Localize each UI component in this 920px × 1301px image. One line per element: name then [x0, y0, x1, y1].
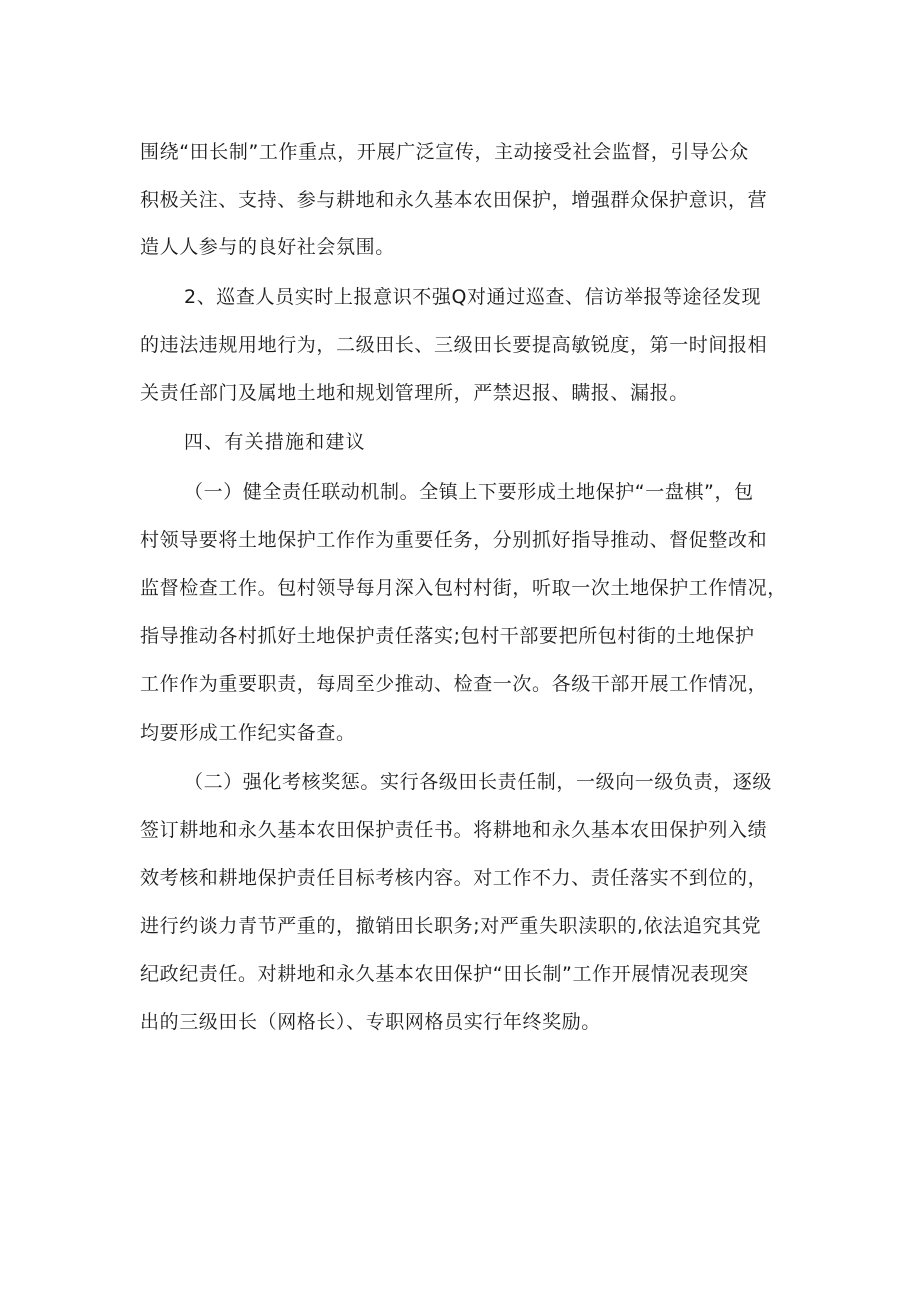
- paragraph-line: 出的三级田长（网格长）、专职网格员实行年终奖励。: [140, 1011, 601, 1033]
- paragraph-line: （一）健全责任联动机制。全镇上下要形成土地保护“一盘棋”，包: [184, 481, 754, 503]
- paragraph-line: 积极关注、支持、参与耕地和永久基本农田保护，增强群众保护意识，营: [140, 189, 768, 211]
- paragraph-line: 的违法违规用地行为，二级田长、三级田长要提高敏锐度，第一时间报相: [140, 334, 768, 356]
- paragraph-line: 2、巡查人员实时上报意识不强Q对通过巡查、信访举报等途径发现: [184, 286, 762, 308]
- paragraph-line: 效考核和耕地保护责任目标考核内容。对工作不力、责任落实不到位的，: [140, 867, 768, 889]
- paragraph-line: 签订耕地和永久基本农田保护责任书。将耕地和永久基本农田保护列入绩: [140, 819, 768, 841]
- paragraph-line: 围绕“田长制”工作重点，开展广泛宣传，主动接受社会监督，引导公众: [140, 141, 749, 163]
- paragraph-line: （二）强化考核奖惩。实行各级田长责任制，一级向一级负责，逐级: [184, 771, 773, 793]
- paragraph-line: 造人人参与的良好社会氛围。: [140, 236, 395, 258]
- paragraph-line: 进行约谈力青节严重的，撤销田长职务;对严重失职渎职的,依法追究其党: [140, 915, 762, 937]
- paragraph-line: 纪政纪责任。对耕地和永久基本农田保护“田长制”工作开展情况表现突: [140, 963, 749, 985]
- section-heading: 四、有关措施和建议: [184, 431, 366, 453]
- paragraph-line: 村领导要将土地保护工作作为重要任务，分别抓好指导推动、督促整改和: [140, 529, 768, 551]
- paragraph-line: 监督检查工作。包村领导每月深入包村村街，听取一次土地保护工作情况，: [140, 577, 787, 599]
- paragraph-line: 关责任部门及属地土地和规划管理所，严禁迟报、瞒报、漏报。: [140, 382, 689, 404]
- paragraph-line: 均要形成工作纪实备查。: [140, 722, 356, 744]
- paragraph-line: 指导推动各村抓好土地保护责任落实;包村干部要把所包村街的土地保护: [140, 625, 755, 647]
- paragraph-line: 工作作为重要职责，每周至少推动、检查一次。各级干部开展工作情况，: [140, 673, 768, 695]
